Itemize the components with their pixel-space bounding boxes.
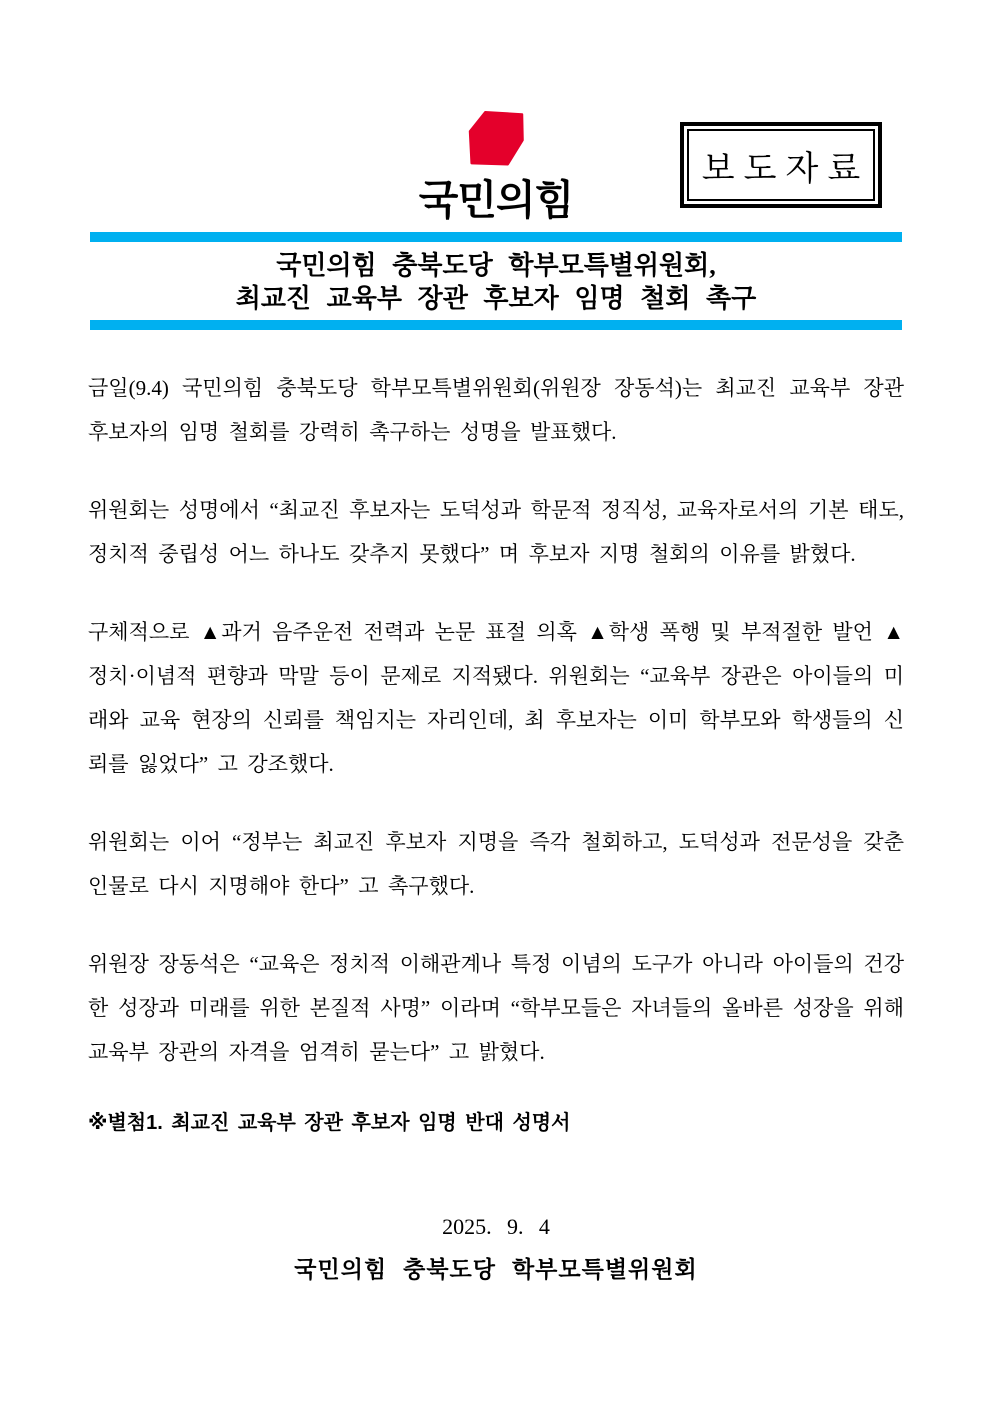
party-logo-text: 국민의힘: [418, 177, 574, 223]
title-block: [90, 232, 902, 330]
document-body: [88, 366, 904, 1284]
body-paragraph-5: 위원장 장동석은 “교육은 정치적 이해관계나 특정 이념의 도구가 아니라 아이들의 건강한 성장과 미래를 위한 본질적 사명” 이라며 “학부모들은 자녀들의 올바른 성장을 위해 교육부 장관의 자격을 엄격히 묻는다” 고 밝혔다.: [88, 952, 904, 1064]
title-bottom-rule: [90, 320, 902, 330]
document-title: [90, 242, 902, 320]
body-paragraph-2: 위원회는 성명에서 “최교진 후보자는 도덕성과 학문적 정직성, 교육자로서의 기본 태도, 정치적 중립성 어느 하나도 갖추지 못했다” 며 후보자 지명 철회의 이유를 밝혔다.: [88, 498, 904, 566]
body-paragraph-1: 금일(9.4) 국민의힘 충북도당 학부모특별위원회(위원장 장동석)는 최교진 교육부 장관 후보자의 임명 철회를 강력히 촉구하는 성명을 발표했다.: [88, 376, 904, 444]
header: [0, 0, 992, 232]
party-symbol-icon: [468, 111, 525, 166]
footer-organization: 국민의힘 충북도당 학부모특별위원회: [294, 1257, 698, 1282]
footer: [88, 1214, 904, 1284]
press-release-badge-label: 보도자료: [687, 129, 875, 201]
title-top-rule: [90, 232, 902, 242]
party-logo: [419, 111, 573, 221]
footer-date: 2025. 9. 4: [442, 1214, 550, 1239]
title-line-1: 국민의힘 충북도당 학부모특별위원회,: [276, 251, 716, 280]
attachment-note: ※별첨1. 최교진 교육부 장관 후보자 임명 반대 성명서: [88, 1112, 571, 1134]
body-paragraph-4: 위원회는 이어 “정부는 최교진 후보자 지명을 즉각 철회하고, 도덕성과 전문성을 갖춘 인물로 다시 지명해야 한다” 고 촉구했다.: [88, 830, 904, 898]
press-release-badge: [680, 122, 882, 208]
title-line-2: 최교진 교육부 장관 후보자 임명 철회 촉구: [235, 284, 757, 313]
body-paragraph-3: 구체적으로 ▲과거 음주운전 전력과 논문 표절 의혹 ▲학생 폭행 및 부적절한 발언 ▲정치·이념적 편향과 막말 등이 문제로 지적됐다. 위원회는 “교육부 장관은 아이들의 미래와 교육 현장의 신뢰를 책임지는 자리인데, 최 후보자는 이미 학부모와 학생들의 신뢰를 잃었다” 고 강조했다.: [88, 620, 904, 776]
